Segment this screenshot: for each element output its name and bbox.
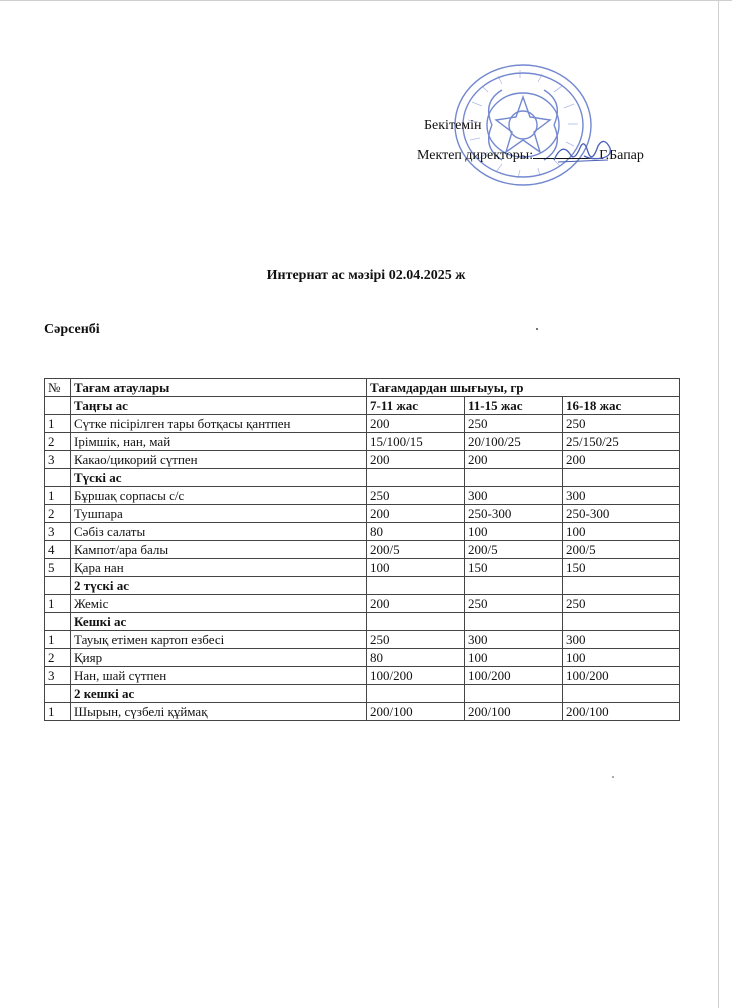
scan-speck [536,328,538,330]
portion-7-11: 200/5 [367,541,465,559]
portion-16-18: 25/150/25 [563,433,680,451]
col-number-header: № [45,379,71,397]
item-number: 4 [45,541,71,559]
dish-name: Кампот/ара балы [71,541,367,559]
table-row [45,415,680,433]
portion-7-11: 200 [367,451,465,469]
empty-cell [465,469,563,487]
table-row [45,523,680,541]
meal-heading: Таңғы ас [71,397,367,415]
age-group-header: 11-15 жас [465,397,563,415]
item-number: 1 [45,703,71,721]
item-number: 3 [45,667,71,685]
table-row [45,649,680,667]
portion-7-11: 200/100 [367,703,465,721]
portion-11-15: 200/100 [465,703,563,721]
scan-edge-top [0,0,732,1]
item-number: 2 [45,649,71,667]
dish-name: Ірімшік, нан, май [71,433,367,451]
empty-cell [367,469,465,487]
dish-name: Тауық етімен картоп езбесі [71,631,367,649]
item-number: 2 [45,505,71,523]
portion-16-18: 100/200 [563,667,680,685]
portion-16-18: 300 [563,487,680,505]
item-number: 1 [45,415,71,433]
item-number: 5 [45,559,71,577]
empty-cell [563,577,680,595]
meal-heading-row [45,685,680,703]
table-row [45,559,680,577]
header-row [45,379,680,397]
portion-7-11: 250 [367,487,465,505]
table-row [45,541,680,559]
page-title: Интернат ас мәзірі 02.04.2025 ж [266,268,466,283]
portion-11-15: 300 [465,487,563,505]
table-row [45,433,680,451]
portion-7-11: 100/200 [367,667,465,685]
portion-11-15: 150 [465,559,563,577]
portion-7-11: 250 [367,631,465,649]
portion-11-15: 100/200 [465,667,563,685]
portion-16-18: 200/5 [563,541,680,559]
portion-11-15: 20/100/25 [465,433,563,451]
meal-heading: 2 түскі ас [71,577,367,595]
portion-7-11: 200 [367,415,465,433]
scan-edge-right [718,0,719,1008]
director-label: Мектеп директоры: [417,148,534,163]
meal-number-cell [45,685,71,703]
meal-heading: Түскі ас [71,469,367,487]
col-dish-header: Тағам атаулары [71,379,367,397]
meal-number-cell [45,397,71,415]
empty-cell [465,685,563,703]
table-row [45,487,680,505]
portion-16-18: 250 [563,595,680,613]
item-number: 1 [45,631,71,649]
portion-11-15: 100 [465,523,563,541]
meal-heading-row [45,577,680,595]
dish-name: Тушпара [71,505,367,523]
item-number: 2 [45,433,71,451]
portion-7-11: 80 [367,523,465,541]
portion-7-11: 200 [367,505,465,523]
portion-16-18: 150 [563,559,680,577]
meal-number-cell [45,577,71,595]
item-number: 3 [45,523,71,541]
portion-11-15: 250-300 [465,505,563,523]
portion-11-15: 250 [465,415,563,433]
meal-heading-row [45,469,680,487]
portion-16-18: 200/100 [563,703,680,721]
empty-cell [465,613,563,631]
dish-name: Какао/цикорий сүтпен [71,451,367,469]
empty-cell [563,469,680,487]
meal-heading-row [45,397,680,415]
table-row [45,703,680,721]
empty-cell [367,613,465,631]
dish-name: Сүтке пісірілген тары ботқасы қантпен [71,415,367,433]
portion-16-18: 250 [563,415,680,433]
age-group-header: 16-18 жас [563,397,680,415]
meal-number-cell [45,469,71,487]
dish-name: Нан, шай сүтпен [71,667,367,685]
portion-11-15: 300 [465,631,563,649]
item-number: 3 [45,451,71,469]
table-row [45,667,680,685]
meal-heading: Кешкі ас [71,613,367,631]
director-name: Г.Бапар [599,148,644,163]
table-row [45,451,680,469]
portion-7-11: 80 [367,649,465,667]
empty-cell [563,685,680,703]
portion-16-18: 300 [563,631,680,649]
dish-name: Шырын, сүзбелі құймақ [71,703,367,721]
portion-11-15: 200/5 [465,541,563,559]
age-group-header: 7-11 жас [367,397,465,415]
meal-number-cell [45,613,71,631]
dish-name: Қара нан [71,559,367,577]
table-row [45,631,680,649]
col-portion-header: Тағамдардан шығыуы, гр [367,379,680,397]
item-number: 1 [45,487,71,505]
table-row [45,505,680,523]
table-row [45,595,680,613]
portion-16-18: 250-300 [563,505,680,523]
signature-icon [548,134,618,168]
meal-heading: 2 кешкі ас [71,685,367,703]
portion-11-15: 100 [465,649,563,667]
portion-16-18: 100 [563,523,680,541]
meal-heading-row [45,613,680,631]
empty-cell [367,685,465,703]
dish-name: Сәбіз салаты [71,523,367,541]
menu-table [44,378,680,721]
weekday-heading: Сәрсенбі [44,322,100,337]
dish-name: Жеміс [71,595,367,613]
portion-16-18: 100 [563,649,680,667]
empty-cell [563,613,680,631]
approve-label: Бекітемін [424,118,482,133]
dish-name: Қияр [71,649,367,667]
item-number: 1 [45,595,71,613]
portion-7-11: 15/100/15 [367,433,465,451]
dish-name: Бұршақ сорпасы с/с [71,487,367,505]
portion-11-15: 250 [465,595,563,613]
portion-7-11: 100 [367,559,465,577]
portion-7-11: 200 [367,595,465,613]
empty-cell [465,577,563,595]
empty-cell [367,577,465,595]
portion-11-15: 200 [465,451,563,469]
scan-speck [612,776,614,778]
portion-16-18: 200 [563,451,680,469]
